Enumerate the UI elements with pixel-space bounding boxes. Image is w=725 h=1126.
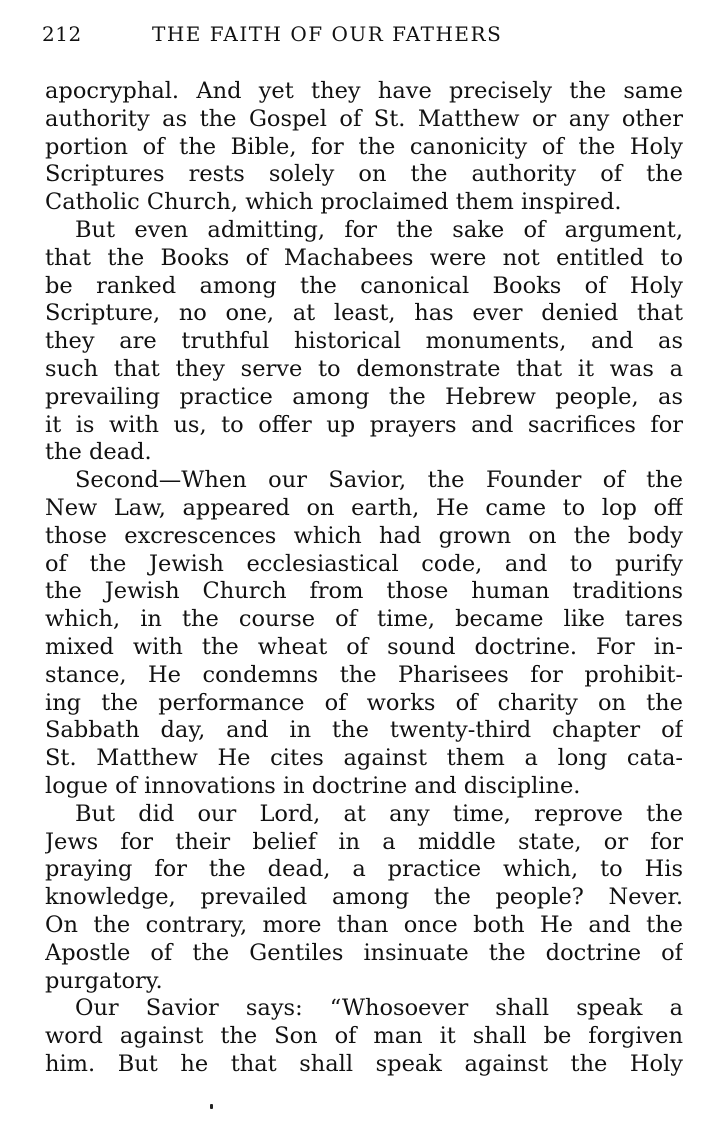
text-line: Scriptures rests solely on the authority of the [45,161,683,188]
text-line: word against the Son of man it shall be forgiven [45,1023,683,1050]
text-line: On the contrary, more than once both He and the [45,911,683,938]
text-line: But did our Lord, at any time, reprove the [75,800,683,827]
text-line: the Jewish Church from those human traditions [45,578,683,605]
text-line: which, in the course of time, became like tares [45,606,683,633]
text-line: praying for the dead, a practice which, to His [45,856,683,883]
text-line: such that they serve to demonstrate that it was a [45,355,683,382]
body-text [45,78,683,1079]
text-line: Sabbath day, and in the twenty-third chapter of [45,717,683,744]
text-line: Our Savior says: “Whosoever shall speak a [75,995,683,1022]
page-number: 212 [42,22,82,46]
text-line: apocryphal. And yet they have precisely the same [45,78,683,104]
text-line: purgatory. [45,967,163,994]
text-line: authority as the Gospel of St. Matthew or any other [45,105,683,132]
text-line: the dead. [45,439,152,466]
text-line: But even admitting, for the sake of argument, [75,216,683,243]
ink-speck [210,1104,213,1109]
text-line: Second—When our Savior, the Founder of the [75,467,683,494]
text-line: it is with us, to offer up prayers and sacrifices for [45,411,683,438]
text-line: they are truthful historical monuments, and as [45,328,683,355]
text-line: prevailing practice among the Hebrew people, as [45,383,683,410]
text-line: Scripture, no one, at least, has ever denied that [45,300,683,327]
text-line: ing the performance of works of charity on the [45,689,683,716]
text-line: of the Jewish ecclesiastical code, and to purify [45,550,683,577]
text-line: St. Matthew He cites against them a long cata- [45,745,683,772]
text-line: logue of innovations in doctrine and discipline. [45,772,581,799]
page-header [30,22,690,56]
running-title: THE FAITH OF OUR FATHERS [152,22,503,46]
text-line: Apostle of the Gentiles insinuate the doctrine of [45,939,683,966]
text-line: New Law, appeared on earth, He came to lop off [45,494,683,521]
text-line: him. But he that shall speak against the Holy [45,1050,683,1077]
text-line: Catholic Church, which proclaimed them inspired. [45,189,622,216]
text-line: mixed with the wheat of sound doctrine. For in- [45,633,683,660]
text-line: portion of the Bible, for the canonicity of the Holy [45,133,683,160]
text-line: stance, He condemns the Pharisees for prohibit- [45,661,683,688]
text-line: Jews for their belief in a middle state, or for [45,828,683,855]
text-line: that the Books of Machabees were not entitled to [45,244,683,271]
text-line: knowledge, prevailed among the people? Never. [45,884,683,911]
text-line: those excrescences which had grown on the body [45,522,683,549]
text-line: be ranked among the canonical Books of Holy [45,272,683,299]
